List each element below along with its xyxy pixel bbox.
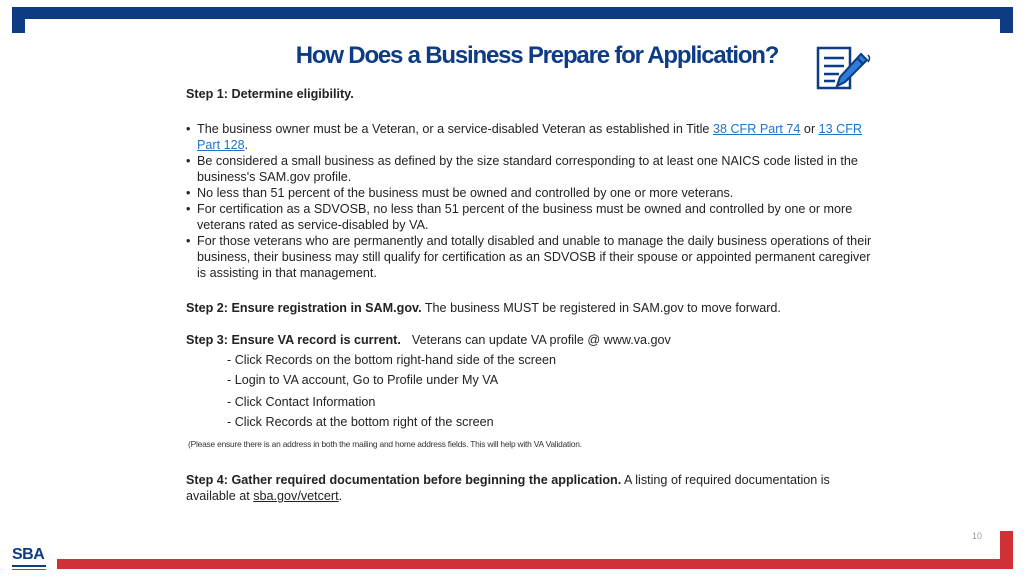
step2-paragraph (186, 300, 781, 316)
step3-heading: Step 3: Ensure VA record is current. (186, 333, 401, 347)
sba-logo-text: SBA (12, 546, 45, 563)
bottom-frame-bar (57, 559, 1013, 569)
cfr-part-74-link[interactable]: 38 CFR Part 74 (712, 122, 801, 136)
va-validation-note: (Please ensure there is an address in both the mailing and home address fields. This will help with VA Validation. (188, 439, 582, 449)
top-frame-right-tab (1000, 7, 1013, 33)
vetcert-link[interactable]: sba.gov/vetcert (253, 489, 339, 503)
step2-text: The business MUST be registered in SAM.gov to move forward. (421, 301, 781, 315)
step1-heading: Step 1: Determine eligibility. (186, 87, 354, 101)
top-frame-bar (12, 7, 1013, 19)
sba-logo-underline (12, 565, 46, 567)
list-item: • The business owner must be a Veteran, or a service-disabled Veteran as established in Title 38 CFR Part 74 or 13 CFR Part 128. (186, 121, 876, 153)
document-edit-icon (815, 42, 875, 96)
sba-logo-underline-red (12, 569, 46, 570)
step3-paragraph (186, 332, 671, 348)
bottom-frame-right-tab (1000, 531, 1013, 569)
list-item: • For certification as a SDVOSB, no less than 51 percent of the business must be owned and controlled by one or more veterans rated as service-disabled by VA. (186, 201, 876, 233)
sba-logo (12, 546, 52, 570)
step4-line2: available at sba.gov/vetcert. (186, 489, 343, 503)
slide-title: How Does a Business Prepare for Application? (295, 42, 779, 69)
page-number: 10 (972, 531, 983, 541)
list-item: • For those veterans who are permanently and totally disabled and unable to manage the daily business operations of their business, their business may still qualify for certification as an SDVOSB if their spouse or appointed permanent caregiver is assisting in that management. (186, 233, 876, 281)
step4-paragraph: Step 4: Gather required documentation before beginning the application. A listing of required documentation is (186, 473, 830, 487)
step3-item: - Click Records at the bottom right of the screen (227, 415, 494, 429)
step3-item: - Click Records on the bottom right-hand side of the screen (227, 353, 556, 367)
eligibility-list (186, 121, 876, 281)
top-frame-left-tab (12, 7, 25, 33)
step3-item: - Click Contact Information (227, 395, 376, 409)
list-item: • Be considered a small business as defined by the size standard corresponding to at least one NAICS code listed in the business's SAM.gov profile. (186, 153, 876, 185)
step2-heading: Step 2: Ensure registration in SAM.gov. (186, 301, 422, 315)
step4-heading: Step 4: Gather required documentation before beginning the application. (186, 473, 622, 487)
step3-text: Veterans can update VA profile @ www.va.gov (411, 333, 671, 347)
list-item: • No less than 51 percent of the business must be owned and controlled by one or more veterans. (186, 185, 876, 201)
step3-item: - Login to VA account, Go to Profile under My VA (227, 373, 499, 387)
cfr-part-128-link[interactable]: 13 CFR Part 128 (197, 122, 863, 152)
